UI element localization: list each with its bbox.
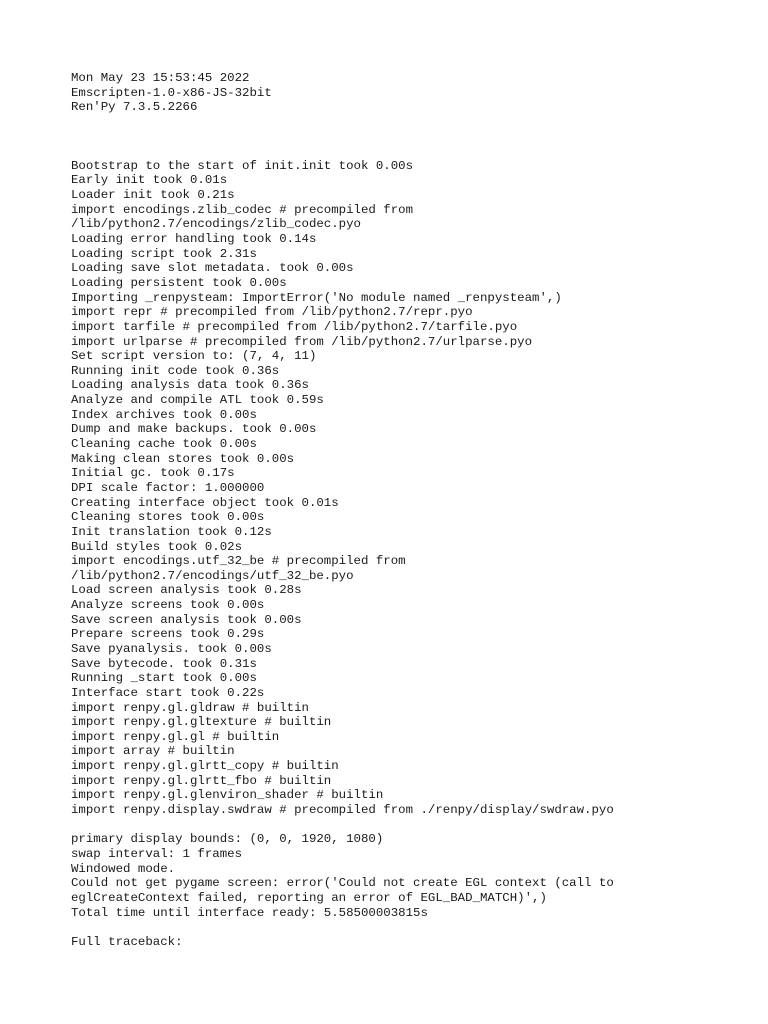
log-line: Mon May 23 15:53:45 2022: [71, 71, 250, 85]
log-line: import array # builtin: [71, 744, 235, 759]
log-line: Loader init took 0.21s: [71, 188, 235, 203]
log-line: Running _start took 0.00s: [71, 671, 257, 686]
log-line: import renpy.gl.glrtt_fbo # builtin: [71, 773, 332, 788]
display-log: [71, 832, 751, 920]
log-line: Cleaning cache took 0.00s: [71, 437, 257, 452]
blank-line: [71, 144, 751, 159]
log-line: import renpy.gl.glenviron_shader # builtin: [71, 788, 384, 803]
log-line: Init translation took 0.12s: [71, 524, 272, 539]
log-line: eglCreateContext failed, reporting an error of EGL_BAD_MATCH)',): [71, 890, 547, 905]
log-line: Making clean stores took 0.00s: [71, 451, 295, 466]
log-line: Total time until interface ready: 5.58500003815s: [71, 905, 428, 920]
log-line: import encodings.zlib_codec # precompiled from: [71, 202, 414, 217]
log-line: Save bytecode. took 0.31s: [71, 656, 257, 671]
log-line: primary display bounds: (0, 0, 1920, 1080): [71, 832, 384, 847]
log-line: Save screen analysis took 0.00s: [71, 612, 302, 627]
log-line: Running init code took 0.36s: [71, 363, 280, 378]
log-line: import renpy.gl.glrtt_copy # builtin: [71, 759, 339, 774]
log-line: Creating interface object took 0.01s: [71, 495, 339, 510]
log-line: Bootstrap to the start of init.init took 0.00s: [71, 158, 414, 173]
traceback-heading: Full traceback:: [71, 934, 183, 949]
log-line: Analyze and compile ATL took 0.59s: [71, 393, 324, 408]
log-line: import renpy.gl.gldraw # builtin: [71, 700, 309, 715]
log-line: Build styles took 0.02s: [71, 539, 243, 554]
log-line: Prepare screens took 0.29s: [71, 627, 265, 642]
log-line: Index archives took 0.00s: [71, 407, 257, 422]
log-document: [71, 71, 751, 949]
log-line: Loading save slot metadata. took 0.00s: [71, 261, 354, 276]
log-line: Could not get pygame screen: error('Could not create EGL context (call to: [71, 876, 614, 891]
log-line: import repr # precompiled from /lib/python2.7/repr.pyo: [71, 305, 473, 320]
startup-log: [71, 159, 751, 818]
log-line: import tarfile # precompiled from /lib/python2.7/tarfile.pyo: [71, 319, 518, 334]
log-line: Loading error handling took 0.14s: [71, 232, 317, 247]
log-line: swap interval: 1 frames: [71, 846, 243, 861]
log-line: Analyze screens took 0.00s: [71, 598, 265, 613]
log-line: import renpy.display.swdraw # precompiled from ./renpy/display/swdraw.pyo: [71, 803, 614, 818]
log-line: import renpy.gl.gltexture # builtin: [71, 715, 332, 730]
log-line: Early init took 0.01s: [71, 173, 228, 188]
log-line: /lib/python2.7/encodings/utf_32_be.pyo: [71, 568, 354, 583]
log-header: [71, 71, 751, 115]
log-line: Load screen analysis took 0.28s: [71, 583, 302, 598]
log-line: Cleaning stores took 0.00s: [71, 510, 265, 525]
blank-line: [71, 130, 751, 145]
log-line: /lib/python2.7/encodings/zlib_codec.pyo: [71, 217, 361, 232]
log-line: Loading persistent took 0.00s: [71, 275, 287, 290]
log-line: Emscripten-1.0-x86-JS-32bit: [71, 85, 272, 100]
log-line: Set script version to: (7, 4, 11): [71, 349, 317, 364]
blank-line: [71, 818, 751, 833]
log-line: Initial gc. took 0.17s: [71, 466, 235, 481]
blank-line: [71, 115, 751, 130]
log-line: Importing _renpysteam: ImportError('No module named _renpysteam',): [71, 290, 562, 305]
blank-line: [71, 920, 751, 935]
log-line: Windowed mode.: [71, 861, 176, 876]
log-line: Loading analysis data took 0.36s: [71, 378, 309, 393]
log-line: Interface start took 0.22s: [71, 685, 265, 700]
log-line: Dump and make backups. took 0.00s: [71, 422, 317, 437]
log-line: DPI scale factor: 1.000000: [71, 480, 265, 495]
log-line: Loading script took 2.31s: [71, 246, 257, 261]
log-line: import encodings.utf_32_be # precompiled from: [71, 554, 406, 569]
log-line: import renpy.gl.gl # builtin: [71, 729, 280, 744]
log-line: Save pyanalysis. took 0.00s: [71, 641, 272, 656]
log-line: Ren'Py 7.3.5.2266: [71, 100, 198, 115]
log-line: import urlparse # precompiled from /lib/python2.7/urlparse.pyo: [71, 334, 533, 349]
